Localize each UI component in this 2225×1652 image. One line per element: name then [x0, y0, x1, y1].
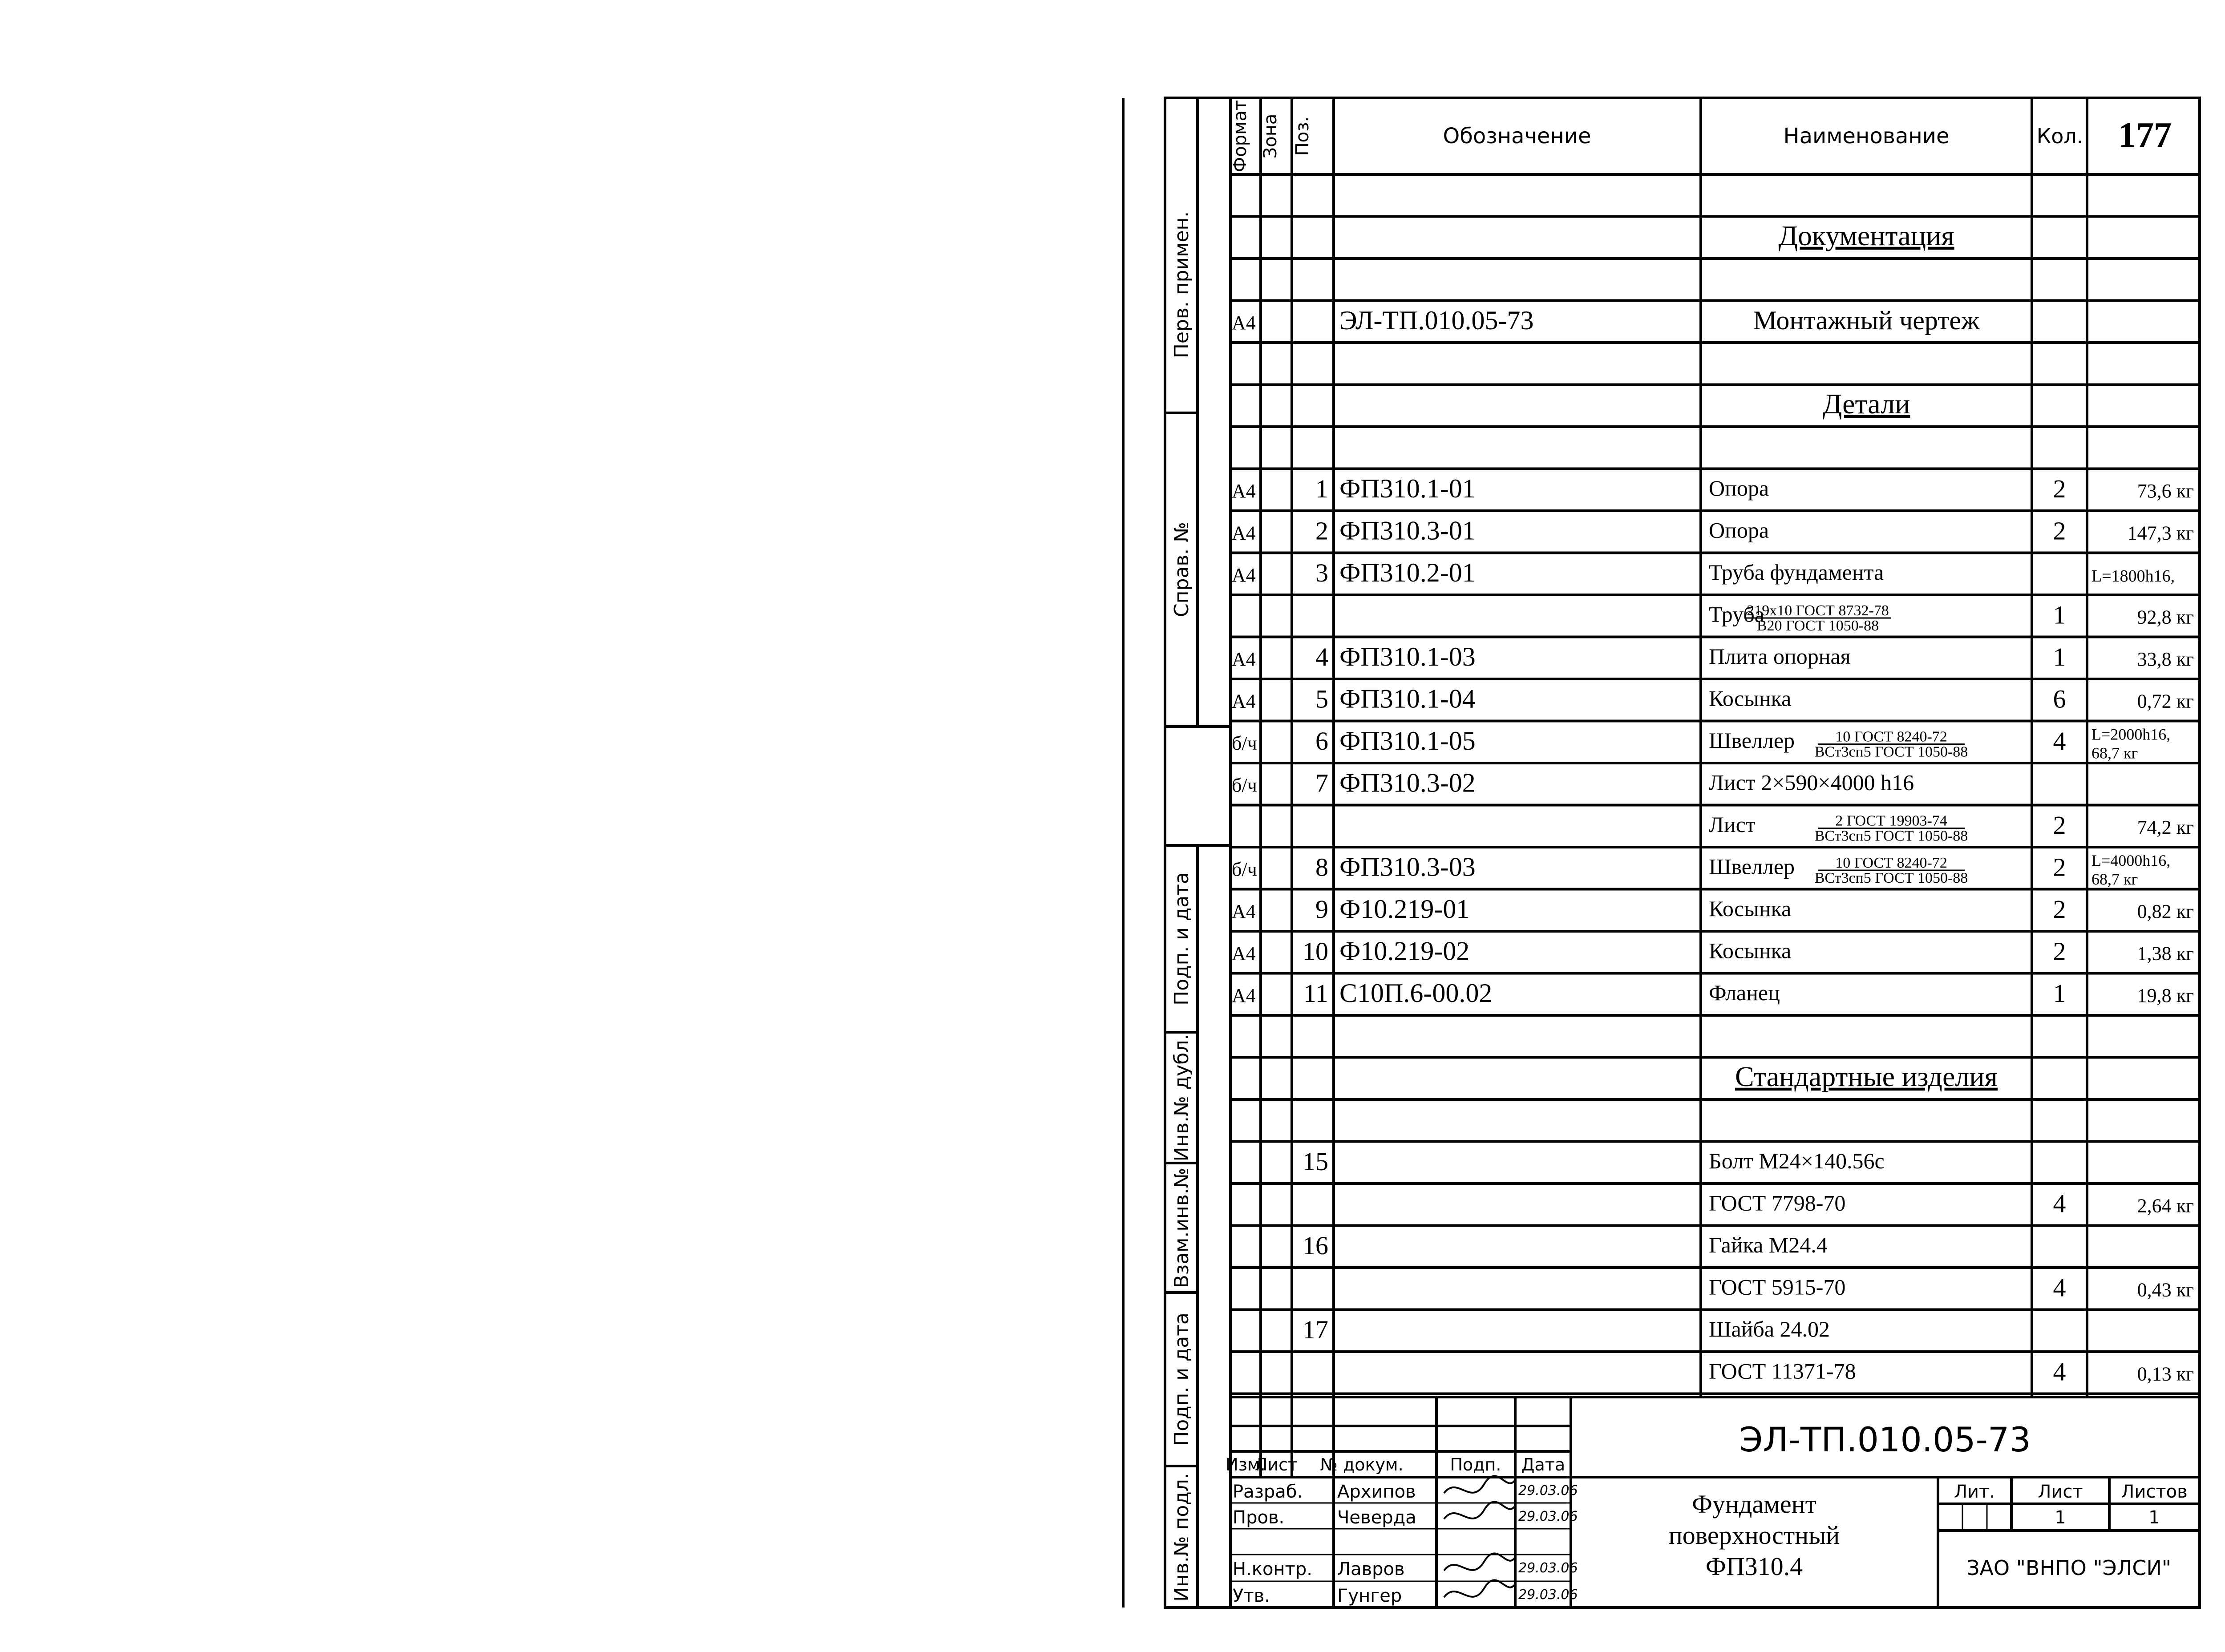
row-oboznachenie: Ф10.219-02 [1339, 936, 1470, 966]
row-oboznachenie: ЭЛ-ТП.010.05-73 [1339, 305, 1534, 335]
row-poz: 15 [1303, 1147, 1328, 1176]
row-format: А4 [1232, 480, 1256, 502]
row-oboznachenie: ФП310.1-03 [1339, 642, 1476, 671]
tb-title-line1: Фундамент [1692, 1490, 1816, 1519]
row-poz: 5 [1315, 684, 1328, 714]
row-kol: 2 [2053, 516, 2066, 545]
row-format: А4 [1232, 984, 1256, 1006]
table-row [1230, 852, 2200, 889]
row-oboznachenie: Ф10.219-01 [1339, 894, 1470, 924]
row-naimenovanie: Труба фундамента [1709, 559, 1884, 585]
row-kol: 4 [2053, 1189, 2066, 1218]
table-row [1230, 894, 2200, 931]
row-kol: 2 [2053, 474, 2066, 503]
table-row [1230, 220, 2200, 259]
row-naimenovanie: Труба [1709, 602, 1764, 627]
table-row [1230, 1231, 2200, 1268]
title-block [1226, 1397, 2200, 1608]
tb-col-list: Лист [1254, 1455, 1298, 1474]
signature-icon [1444, 1476, 1515, 1493]
table-row [1230, 558, 2200, 595]
label-vzam-inv: Взам.инв.№ [1170, 1167, 1193, 1288]
row-naimenovanie: Швеллер [1709, 727, 1795, 753]
row-fraction-denominator: ВСт3сп5 ГОСТ 1050-88 [1814, 743, 1968, 760]
tb-listov-value: 1 [2148, 1507, 2160, 1528]
signature-icon [1444, 1553, 1515, 1571]
table-row [1230, 642, 2200, 679]
section-heading: Детали [1822, 388, 1910, 420]
tb-designation: ЭЛ-ТП.010.05-73 [1739, 1420, 2031, 1459]
row-poz: 4 [1315, 642, 1328, 671]
row-primechanie-2: 68,7 кг [2092, 744, 2138, 762]
row-format: А4 [1232, 900, 1256, 922]
row-fraction-numerator: 2 ГОСТ 19903-74 [1835, 812, 1947, 829]
table-row [1230, 1189, 2200, 1225]
row-primechanie: 0,82 кг [2137, 900, 2194, 922]
table-row [1230, 1357, 2200, 1393]
label-inv-dubl: Инв.№ дубл. [1170, 1034, 1193, 1162]
row-fraction-numerator: 10 ГОСТ 8240-72 [1835, 855, 1947, 871]
signature-icon [1444, 1580, 1515, 1597]
row-naimenovanie: Шайба 24.02 [1709, 1316, 1830, 1341]
row-kol: 6 [2053, 684, 2066, 714]
row-kol: 2 [2053, 852, 2066, 882]
row-naimenovanie: Лист [1709, 812, 1756, 837]
page-number: 177 [2118, 116, 2172, 155]
tb-name: Гунгер [1337, 1586, 1402, 1606]
row-oboznachenie: ФП310.3-01 [1339, 516, 1476, 545]
table-row [1230, 1147, 2200, 1183]
tb-lit-label: Лит. [1954, 1482, 1995, 1502]
row-kol: 2 [2053, 937, 2066, 966]
left-label-strip [1165, 98, 1230, 1608]
tb-listov-label: Листов [2121, 1482, 2188, 1502]
row-poz: 6 [1315, 726, 1328, 755]
section-heading: Стандартные изделия [1735, 1060, 1998, 1092]
row-format: А4 [1232, 648, 1256, 670]
header-format: Формат [1230, 100, 1250, 173]
row-oboznachenie: ФП310.1-05 [1339, 726, 1476, 755]
header-kol: Кол. [2036, 124, 2083, 148]
tb-title-line2: поверхностный [1668, 1521, 1840, 1550]
tb-list-label: Лист [2038, 1482, 2083, 1502]
table-row [1230, 936, 2200, 973]
row-naimenovanie: Монтажный чертеж [1753, 305, 1980, 335]
row-format: А4 [1232, 311, 1256, 334]
row-oboznachenie: С10П.6-00.02 [1339, 978, 1493, 1008]
row-primechanie: 19,8 кг [2137, 984, 2194, 1006]
row-fraction-denominator: ВСт3сп5 ГОСТ 1050-88 [1814, 870, 1968, 886]
row-naimenovanie: Швеллер [1709, 854, 1795, 879]
row-naimenovanie: Косынка [1709, 686, 1792, 711]
row-primechanie: 0,13 кг [2137, 1363, 2194, 1385]
row-format: А4 [1232, 564, 1256, 586]
tb-col-izm: Изм. [1226, 1455, 1266, 1474]
title-block-roles [1233, 1476, 1578, 1606]
row-kol: 1 [2053, 600, 2066, 630]
row-kol: 4 [2053, 1357, 2066, 1386]
sheet-frame [1123, 98, 2200, 1608]
tb-role: Разраб. [1233, 1482, 1303, 1502]
row-oboznachenie: ФП310.1-01 [1339, 473, 1476, 503]
tb-date: 29.03.06 [1518, 1483, 1578, 1499]
table-row [1230, 600, 2200, 637]
section-heading: Документация [1778, 219, 1954, 251]
table-row [1230, 978, 2200, 1015]
row-primechanie: 0,43 кг [2137, 1279, 2194, 1301]
row-format: б/ч [1232, 774, 1257, 796]
row-kol: 1 [2053, 978, 2066, 1008]
label-podp-data-1: Подп. и дата [1170, 872, 1193, 1006]
row-primechanie: 73,6 кг [2137, 480, 2194, 502]
label-sprav-no: Справ. № [1170, 521, 1193, 618]
row-kol: 4 [2053, 1273, 2066, 1302]
row-poz: 1 [1315, 474, 1328, 503]
row-poz: 10 [1303, 937, 1328, 966]
row-naimenovanie: Гайка М24.4 [1709, 1232, 1828, 1257]
row-format: б/ч [1232, 732, 1257, 754]
row-poz: 11 [1303, 978, 1328, 1008]
tb-name: Лавров [1337, 1559, 1405, 1579]
row-poz: 7 [1315, 768, 1328, 798]
row-poz: 8 [1315, 852, 1328, 882]
row-primechanie: 2,64 кг [2137, 1195, 2194, 1217]
header-oboznachenie: Обозначение [1443, 124, 1591, 149]
row-format: А4 [1232, 942, 1256, 965]
row-naimenovanie: ГОСТ 5915-70 [1709, 1274, 1846, 1300]
row-kol: 2 [2053, 810, 2066, 840]
table-row [1230, 474, 2200, 511]
table-header [1230, 100, 2200, 174]
row-poz: 17 [1303, 1315, 1328, 1344]
table-row [1230, 726, 2200, 763]
row-format: А4 [1232, 522, 1256, 544]
row-primechanie: 147,3 кг [2127, 522, 2194, 544]
row-primechanie: 1,38 кг [2137, 942, 2194, 965]
row-poz: 3 [1315, 558, 1328, 587]
table-row [1230, 1273, 2200, 1309]
row-oboznachenie: ФП310.3-02 [1339, 768, 1476, 798]
tb-date: 29.03.06 [1518, 1509, 1578, 1524]
row-naimenovanie: Плита опорная [1709, 643, 1851, 669]
row-naimenovanie: Лист 2×590×4000 h16 [1709, 770, 1914, 795]
row-kol: 2 [2053, 894, 2066, 924]
row-kol: 4 [2053, 726, 2066, 755]
tb-name: Чеверда [1337, 1507, 1416, 1528]
tb-list-value: 1 [2055, 1507, 2066, 1528]
row-primechanie: L=2000h16, [2092, 725, 2171, 743]
row-oboznachenie: ФП310.1-04 [1339, 684, 1476, 714]
row-primechanie: 33,8 кг [2137, 648, 2194, 670]
row-primechanie: L=1800h16, [2092, 566, 2175, 586]
table-row [1230, 516, 2200, 553]
row-primechanie: L=4000h16, [2092, 852, 2171, 869]
row-primechanie-2: 68,7 кг [2092, 870, 2138, 888]
specification-rows [1230, 217, 2200, 1394]
tb-col-ndokum: № докум. [1320, 1455, 1404, 1474]
header-naimenovanie: Наименование [1783, 124, 1950, 149]
row-naimenovanie: ГОСТ 11371-78 [1709, 1358, 1856, 1384]
row-oboznachenie: ФП310.3-03 [1339, 852, 1476, 882]
header-poz: Поз. [1292, 116, 1313, 156]
row-naimenovanie: ГОСТ 7798-70 [1709, 1190, 1846, 1216]
tb-name: Архипов [1337, 1482, 1416, 1502]
tb-date: 29.03.06 [1518, 1587, 1578, 1603]
table-row [1230, 1061, 2200, 1099]
table-row [1230, 768, 2200, 805]
row-naimenovanie: Косынка [1709, 938, 1792, 963]
row-primechanie: 92,8 кг [2137, 606, 2194, 628]
row-naimenovanie: Опора [1709, 475, 1769, 501]
row-format: А4 [1232, 690, 1256, 712]
row-naimenovanie: Опора [1709, 517, 1769, 543]
row-primechanie: 0,72 кг [2137, 690, 2194, 712]
table-row [1230, 811, 2200, 847]
table-row [1230, 1315, 2200, 1352]
row-fraction-denominator: ВСт3сп5 ГОСТ 1050-88 [1814, 828, 1968, 844]
row-oboznachenie: ФП310.2-01 [1339, 557, 1476, 587]
tb-role: Утв. [1233, 1586, 1270, 1606]
row-kol: 1 [2053, 642, 2066, 671]
row-poz: 9 [1315, 894, 1328, 924]
row-format: б/ч [1232, 858, 1257, 881]
signature-icon [1444, 1502, 1515, 1519]
row-naimenovanie: Косынка [1709, 896, 1792, 921]
label-inv-podl: Инв.№ подл. [1170, 1473, 1193, 1602]
tb-role: Н.контр. [1233, 1559, 1312, 1579]
label-perv-primen: Перв. примен. [1170, 211, 1193, 359]
row-fraction-numerator: 10 ГОСТ 8240-72 [1835, 728, 1947, 745]
row-primechanie: 74,2 кг [2137, 816, 2194, 838]
row-naimenovanie: Фланец [1709, 980, 1780, 1005]
row-poz: 16 [1303, 1231, 1328, 1260]
row-poz: 2 [1315, 516, 1328, 545]
tb-col-podp: Подп. [1450, 1455, 1501, 1474]
row-naimenovanie: Болт М24×140.56с [1709, 1148, 1885, 1173]
row-fraction-numerator: 219x10 ГОСТ 8732-78 [1747, 602, 1889, 619]
table-row [1230, 388, 2200, 427]
tb-col-data: Дата [1521, 1455, 1566, 1474]
tb-role: Пров. [1233, 1507, 1285, 1528]
row-fraction-denominator: В20 ГОСТ 1050-88 [1756, 618, 1879, 634]
label-podp-data-2: Подп. и дата [1170, 1313, 1193, 1446]
table-row [1230, 306, 2200, 343]
tb-date: 29.03.06 [1518, 1560, 1578, 1576]
header-zona: Зона [1260, 113, 1281, 159]
tb-organization: ЗАО "ВНПО "ЭЛСИ" [1966, 1556, 2172, 1580]
table-row [1230, 684, 2200, 721]
tb-title-line3: ФП310.4 [1705, 1552, 1803, 1581]
